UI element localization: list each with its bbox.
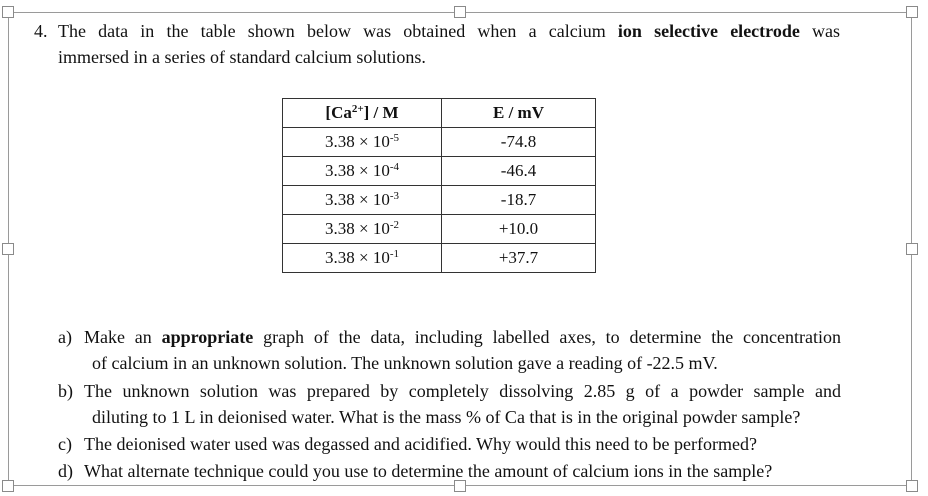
resize-handle-top-right[interactable] xyxy=(906,6,918,18)
subquestion-label: c) xyxy=(58,434,72,454)
question-bold-term: ion selective electrode xyxy=(617,21,800,41)
subquestion-label: a) xyxy=(58,327,72,347)
cell-potential: -74.8 xyxy=(442,128,596,157)
cell-concentration: $3.38 \times 10^{-5}$ xyxy=(283,128,442,157)
table-row xyxy=(283,186,596,215)
question-intro-line2: immersed in a series of standard calcium solutions. xyxy=(58,47,426,67)
table-row xyxy=(283,215,596,244)
subquestion-a-bold: appropriate xyxy=(161,327,254,347)
resize-handle-middle-left[interactable] xyxy=(2,243,14,255)
resize-handle-top-middle[interactable] xyxy=(454,6,466,18)
subquestion-label: b) xyxy=(58,381,73,401)
resize-handle-bottom-right[interactable] xyxy=(906,480,918,492)
cell-concentration: $3.38 \times 10^{-2}$ xyxy=(283,215,442,244)
question-number: 4. xyxy=(34,21,48,41)
subquestion-b-line2: diluting to 1 L in deionised water. What is the mass % of Ca that is in the original powder sample? xyxy=(92,407,801,427)
resize-handle-top-left[interactable] xyxy=(2,6,14,18)
subquestion-a-line1: Make an appropriate graph of the data, including labelled axes, to determine the concentration xyxy=(84,327,841,347)
cell-potential: +10.0 xyxy=(442,215,596,244)
table-row xyxy=(283,244,596,273)
subquestion-a-line2: of calcium in an unknown solution. The unknown solution gave a reading of -22.5 mV. xyxy=(92,353,718,373)
table-row xyxy=(283,128,596,157)
header-concentration: $[Ca^{2+}]$ / M xyxy=(283,99,442,128)
subquestion-d-line1: What alternate technique could you use to determine the amount of calcium ions in the sample? xyxy=(84,461,773,481)
cell-potential: +37.7 xyxy=(442,244,596,273)
subquestion-c-line1: The deionised water used was degassed and acidified. Why would this need to be performed? xyxy=(84,434,757,454)
cell-potential: -46.4 xyxy=(442,157,596,186)
question-intro-line1: The data in the table shown below was obtained when a calcium ion selective electrode was xyxy=(58,21,840,41)
cell-concentration: $3.38 \times 10^{-3}$ xyxy=(283,186,442,215)
cell-concentration: $3.38 \times 10^{-4}$ xyxy=(283,157,442,186)
cell-potential: -18.7 xyxy=(442,186,596,215)
subquestion-b-line1: The unknown solution was prepared by completely dissolving 2.85 g of a powder sample and xyxy=(84,381,841,401)
cell-concentration: $3.38 \times 10^{-1}$ xyxy=(283,244,442,273)
table-row xyxy=(283,157,596,186)
table-header-row xyxy=(283,99,596,128)
header-potential: E / mV xyxy=(442,99,596,128)
subquestion-label: d) xyxy=(58,461,73,481)
calibration-table xyxy=(282,98,596,273)
resize-handle-middle-right[interactable] xyxy=(906,243,918,255)
resize-handle-bottom-left[interactable] xyxy=(2,480,14,492)
